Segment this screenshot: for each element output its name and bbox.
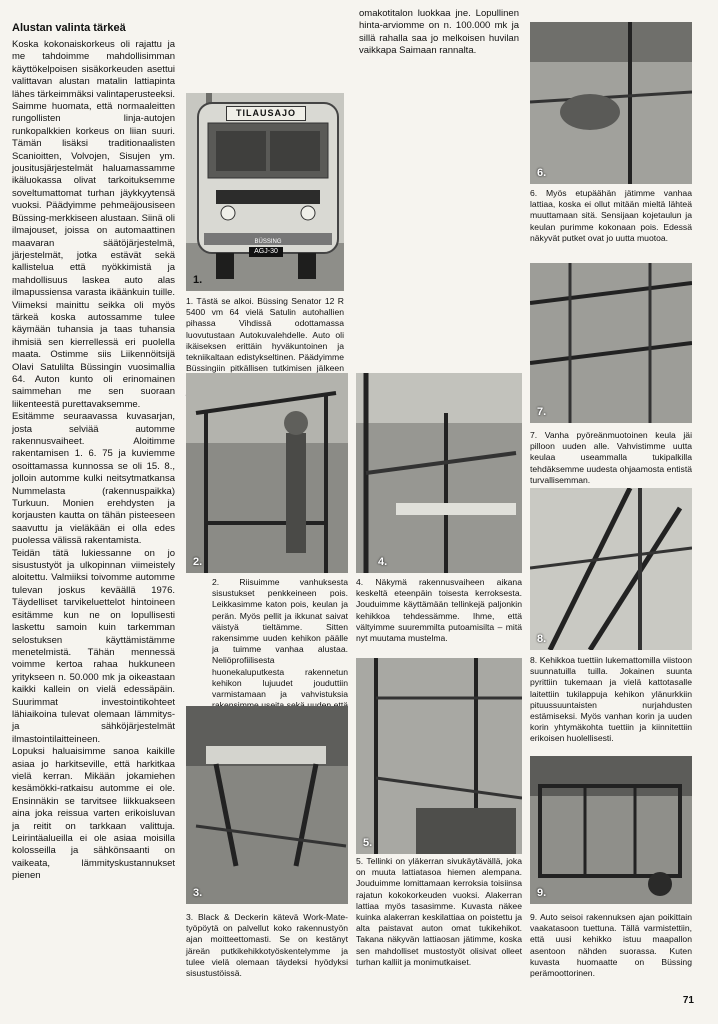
photo-number: 4. [378, 556, 388, 568]
photo-number: 9. [537, 887, 547, 899]
nose-illustration [530, 263, 692, 423]
photo-9-parked [530, 756, 692, 904]
photo-number: 2. [193, 556, 203, 568]
article-heading: Alustan valinta tärkeä [12, 22, 126, 34]
caption-8: 8. Kehikkoa tuettiin lukemattomilla viistoon suunnatuilla tuilla. Jokainen suunta pyrittiin tukemaan ja vielä kattotasalle laitettiin tukilappuja kehikon ylänurkkiin pituussuuntaisten nurjahdusten estämiseksi. Myös vanhan korin ja uuden korin yhtymäkohta tuettiin ja kiinnitettiin erikoisen huolellisesti. [530, 655, 692, 744]
photo-number: 3. [193, 887, 203, 899]
column-1-text: Koska kokonaiskorkeus oli rajattu ja me tahdoimme mahdollisimman käyttökelpoisen sisäkorkeuden asettui valittavan alustan matalin lattiapinta lähes tärkeimmäksi valintaperusteeksi. Saimme huomata, että normaaleitten rungollisten linja-autojen runkopalkkien korkeus on liian suuri. Tämän lisäksi traditionaalisten Scanioitten, Volvojen, Sisujen ym. jousitusjärjestelmät haluamassamme ikäluokassa olivat tarkoituksemme soveltumattomat turhan jäykkyytensä vuoksi. Päädyimme pehmeäjousiseen Büssing-merkkiseen alustaan. Siinä oli ilmajouset, joissa on automaattinen maavaran säätöjärjestelmä, järjestelmät, jotka estävät sekä kallistelua että nyökkimistä ja mahdollisuus laskea auto alas ilmapussiensa varasta ikäänkuin tuille. Viimeksi mainittu seikka oli myös tärkeä koska autossamme tulee käymään tuhansia ja taas tuhansia ihmisiä sen kierrellessä eri puolella maata. Ostimme siis Liikennöitsijä Olavi Satulilta Büssingin vuosimallia 64. Auton kunto oli erinomainen saimmehan me sen suoraan liikenteestä purettavaksemme. Esitämme seuraavassa kuvasarjan, josta selviää automme rakennusvaiheet. Aloitimme rakentamisen 1. 6. 75 ja kuviemme osoittamassa kunnossa se oli 15. 8., jolloin automme kulki neitsytmatkansa Nummelasta (rakennuspaikka) Turkuun. Monien erehdysten ja korjausten kautta on tähän pisteeseen saavuttu ja vieläkään ei olla edes puolessa välissä rakentamista. Teidän tätä lukiessanne on jo sisustustyöt ja ulkopinnan viimeistely aloitettu. Valmiiksi toivomme automme tulevan joskus keväällä 1976. Täydelliset tarvikeluettelot hintoineen esitämme kun ne on lopullisesti laskettu samoin kuin tarkemman selostuksen käyttämistämme menetelmistä. Tähän mennessä voimme kertoa rahaa hukkuneen yritykseen n. 50.000 mk ja oikeastaan kaikki kallein on vielä edessäpäin. Suurimmat investointikohteet lähiaikoina tulevat olemaan lämmitys- ja sähköjärjestelmät ilmastointilaitteineen. Lopuksi haluaisimme sanoa kaikille asiaa jo harkitseville, että harkitkaa vielä kerran. Mikään jokamiehen kesämökki-ratkaisu automme ei ole. Ensinnäkin se tarvitsee liikkuakseen aina joka reissua varten erikoisluvan ja reitit on tarkkaan valittuja. Leirintäalueilla ei ole asiaa moisilla kolosseilla ja sähkönsaanti on vaikeata, lämmityskustannukset pienen [12, 39, 175, 882]
frame-illustration [356, 373, 522, 573]
caption-3: 3. Black & Deckerin kätevä Work-Mate-työpöytä on palvellut koko rakennustyön ajan moitteettomasti. Se on kestänyt järeän putkikehikkotyöskentelymme ja tulee vielä olemaan täydeksi hyödyksi sisustustöissä. [186, 912, 348, 979]
photo-2-welder [186, 373, 348, 573]
photo-3-workbench [186, 706, 348, 904]
photo-7-nose [530, 263, 692, 423]
scaffold-illustration [356, 658, 522, 854]
bus-destination-sign: TILAUSAJO [226, 106, 306, 121]
photo-number: 7. [537, 406, 547, 418]
photo-number: 1. [193, 274, 203, 286]
photo-number: 8. [537, 633, 547, 645]
bus-badge: BÜSSING [254, 239, 282, 245]
page-number: 71 [682, 995, 694, 1006]
caption-9: 9. Auto seisoi rakennuksen ajan poikittain vaakatasoon tuettuna. Tällä varmistettiin, että uusi kehikko istuu maapallon asentoon nähden suorassa. Kuten kuvasta huomaatte on Büssing perämoottorinen. [530, 912, 692, 979]
photo-6-front-floor [530, 22, 692, 184]
workbench-illustration [186, 706, 348, 904]
column-2-text: omakotitalon luokkaa jne. Lopullinen hinta-arviomme on n. 100.000 mk ja sillä rahalla saa jo melkoisen huvilan vaikkapa Saimaan rannalta. [359, 8, 519, 57]
caption-2: 2. Riisuimme vanhuksesta sisustukset penkkeineen pois. Leikkasimme katon pois, keulan ja perän. Myös pellit ja ikkunat saivat väistyä tieltämme. Sitten rakensimme uuden kehikon päälle ja tuimme vanhaa alustaa. Neliöprofiilisesta huonekaluputkesta rakennetun kehikon lujuudet jouduttiin varmistamaan ja vahvistuksia [212, 577, 348, 700]
bus-illustration [186, 93, 344, 291]
caption-5: 5. Tellinki on yläkerran sivukäytävällä, joka on muuta lattiatasoa hiemen alempana. Jouduimme lomittamaan kerroksia toisiinsa rajatun kokokorkeuden vuoksi. Alakerran lattiaa myös tasasimme. Kuvasta näkee kuinka alakerran keskilattiaa on poistettu ja alta paistavat auton omat tukikehikot. Takana näkyvän lattiaosan jätimme, koska sen mahdolliset mustostyöt olisivat olleet turhan kalliit ja monimutkaiset. [356, 856, 522, 967]
cab-illustration [530, 22, 692, 184]
braces-illustration [530, 488, 692, 650]
scaffold-illustration [186, 373, 348, 573]
caption-1: 1. Tästä se alkoi. Büssing Senator 12 R 5400 vm 64 vielä Satulin autohallien pihassa Vihdissä odottamassa luovutustaan Autokuvalehdelle. Auto oli ikäiseksen erittäin hyväkuntoinen ja tekniikaltaan edistykseltinen. Päädyimme Büssingiin pitkällisen tutkimisen jälkeen [186, 296, 344, 374]
photo-5-scaffold [356, 658, 522, 854]
parked-illustration [530, 756, 692, 904]
caption-4: 4. Näkymä rakennusvaiheen aikana keskeltä eteenpäin toisesta kerroksesta. Jouduimme käyttämään tellinkejä paljonkin kehikkoa tehdessämme. Ihme, että vältyimme suuremmilta putoamisilta – mitä nyt muutama mustelma. [356, 577, 522, 644]
photo-1-bus [186, 93, 344, 291]
photo-4-interior [356, 373, 522, 573]
bus-plate: AGJ-30 [249, 247, 283, 257]
photo-number: 6. [537, 167, 547, 179]
photo-number: 5. [363, 837, 373, 849]
caption-6: 6. Myös etupäähän jätimme vanhaa lattiaa, koska ei ollut mitään mieltä lähteä muuttamaan sitä. Sensijaan kojetaulun ja keulan purimme kokonaan pois. Edessä näkyvät putket ovat jo uutta muotoa. [530, 188, 692, 243]
photo-8-braces [530, 488, 692, 650]
caption-7: 7. Vanha pyöreänmuotoinen keula jäi pilloon uuden alle. Vahvistimme uutta keulaa useammalla tukipalkilla tehdäksemme uudesta ohjaamosta entistä turvallisemman. [530, 430, 692, 485]
